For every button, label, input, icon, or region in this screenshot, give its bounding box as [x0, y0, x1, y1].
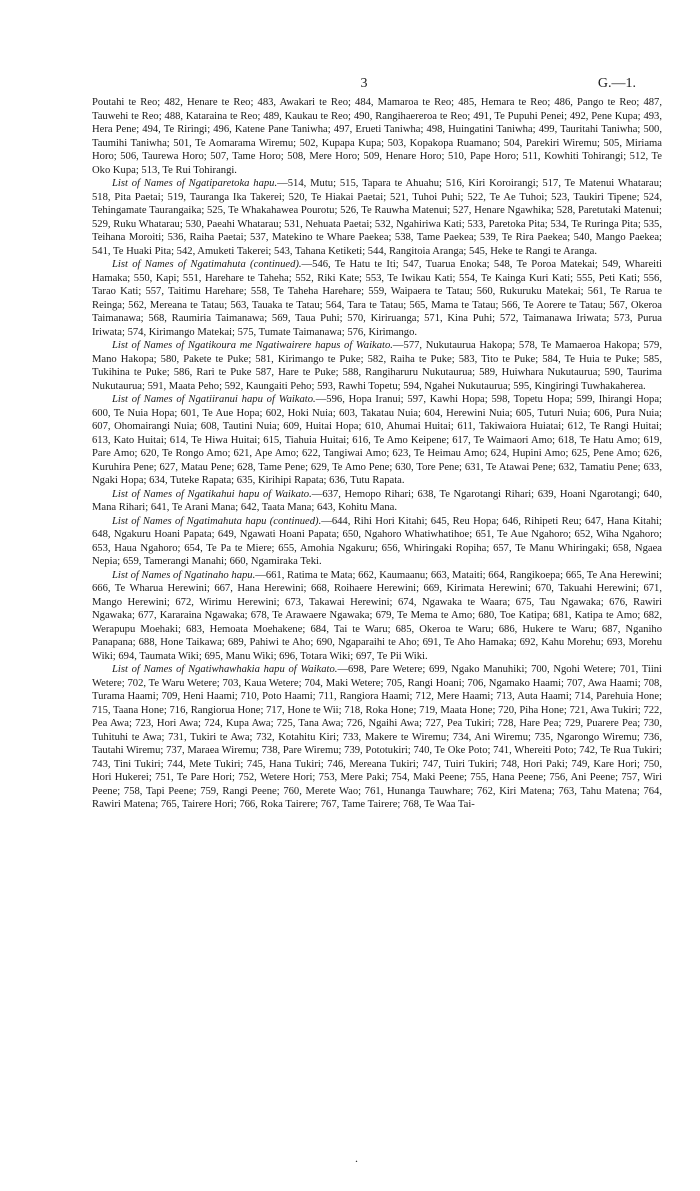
list-heading: List of Names of Ngatikoura me Ngatiwairere hapus of Waikato. — [112, 340, 393, 351]
list-entries: —637, Hemopo Rihari; 638, Te Ngarotangi Rihari; 639, Hoani Ngarotangi; 640, Mana Rihari; 641, Te Arani Mana; 642, Taata Mana; 643, Kohitu Mana. — [92, 488, 663, 513]
list-entries: —514, Mutu; 515, Tapara te Ahuahu; 516, Kiri Koroirangi; 517, Te Matenui Whatarau; 518, Pita Paetai; 519, Tauranga Ika Takerei; 520, Te Hiakai Paetai; 521, Tuhoi Puhi; 522, Te Ae Tuhoi; 523, Taukiri Tipene; 524, Tehingamate Taurangaika; 525, Te Whakahawea Pourotu; 526, Te Rauwha Matenui; 527, Henare Ngawhika; 528, Paretutaki Matenui; 529, Ruku Whatarau; 530, Paeahi Whatarau; 531, Nehuata Paetai; 532, Ngahiriwa Kati; 533, Paretoka Pita; 534, Te Ruringa Pita; 535, Teihana Moroiti; 536, Raiha Paetai; 537, Matekino te Whare Paekea; 538, Tame Paekea; 539, Te Rira Paekea; 540, Mango Paekea; 541, Te Huaki Pita; 542, Amuketi Takerei; 543, Tahana Ketiketi; 544, Rangitoia Aranga; 545, Heke te Rangi te Aranga. — [92, 178, 663, 257]
list-entries: —577, Nukutaurua Hakopa; 578, Te Mamaeroa Hakopa; 579, Mano Hakopa; 580, Pakete te Puke; 581, Kirimango te Puke; 582, Raiha te Puke; 583, Tito te Puke; 584, Te Huia te Puke; 585, Tukihina te Puke; 586, Rari te Puke 587, Hare te Puke; 588, Rangiharuru Nukutaurua; 589, Huiwhara Nukutaurua; 590, Taurima Nukutaurua; 591, Maata Peho; 592, Kaungaiti Peho; 593, Rawhi Topetu; 594, Ngahei Nukutaurua; 595, Kingiringi Tuwhakaherea. — [92, 340, 662, 392]
name-list-paragraph — [92, 339, 662, 393]
document-reference: G.—1. — [597, 76, 636, 91]
name-list-paragraph — [92, 393, 662, 488]
page-header — [92, 76, 636, 94]
list-entries: —596, Hopa Iranui; 597, Kawhi Hopa; 598, Topetu Hopa; 599, Ihirangi Hopa; 600, Te Nuia Hopa; 601, Te Aue Hopa; 602, Hoki Nuia; 603, Takatau Nuia; 604, Herewini Nuia; 605, Tuturi Nuia; 606, Pura Nuia; 607, Ohomairangi Nuia; 608, Tautini Nuia; 609, Huitai Hopa; 610, Ahumai Huitai; 611, Takiwaiora Huiatai; 612, Te Rangi Huitai; 613, Kato Huitai; 614, Te Hiwa Huitai; 615, Tiahuia Huitai; 616, Te Amo Keipene; 617, Te Waimaori Amo; 618, Te Hatu Amo; 619, Pare Amo; 620, Te Rongo Amo; 621, Ape Amo; 622, Tangiwai Amo; 623, Te Heimau Amo; 624, Hupini Amo; 625, Pene Amo; 626, Kuruhira Pene; 627, Matau Pene; 628, Tame Pene; 629, Te Amo Pene; 630, Tore Pene; 631, Te Atawai Pene; 632, Tamatiu Pene; 633, Ngaki Hopa; 634, Tuteke Rapata; 635, Kirihipi Rapata; 636, Tutu Rapata. — [92, 394, 662, 486]
document-body — [92, 96, 662, 812]
list-heading: List of Names of Ngatinaho hapu. — [112, 569, 256, 581]
name-list-paragraph — [92, 515, 662, 569]
list-entries: —546, Te Hatu te Iti; 547, Tuarua Enoka; 548, Te Poroa Matekai; 549, Whareiti Hamaka; 550, Kapi; 551, Harehare te Taheha; 552, Riki Kate; 553, Te Iwikau Kati; 554, Te Kainga Kuri Kati; 555, Peti Kati; 556, Tarao Kati; 557, Taitimu Harehare; 558, Te Taheha Harehare; 559, Waipaera te Tatau; 560, Rukuruku Matekai; 561, Te Rarua te Reinga; 562, Mereana te Tatau; 563, Tauaka te Tatau; 564, Tara te Tatau; 565, Mama te Tatau; 566, Te Aorere te Tatau; 567, Okeroa Taimanawa; 568, Raumiria Taimanawa; 569, Taua Puhi; 570, Kiriruanga; 571, Kina Puhi; 572, Taimanawa Iriwata; 573, Purua Iriwata; 574, Kirimango Matekai; 575, Tumate Taimanawa; 576, Kirimango. — [92, 259, 662, 338]
list-heading: List of Names of Ngatiiranui hapu of Waikato. — [112, 394, 316, 405]
name-list-paragraph — [92, 569, 662, 664]
page-number: 3 — [360, 76, 368, 91]
footer-mark: . — [355, 1151, 358, 1165]
list-entries: —644, Rihi Hori Kitahi; 645, Reu Hopa; 646, Rihipeti Reu; 647, Hana Kitahi; 648, Ngakuru Hoani Papata; 649, Ngawati Hoani Papata; 650, Ngahoro Whatiwhatihoe; 651, Te Aue Ngahoro; 652, Wiha Ngahoro; 653, Haua Ngahoro; 654, Te Pa te Miere; 655, Amohia Ngakuru; 656, Whiringaki Ropiha; 657, Te Manu Whiringaki; 658, Ngaea Nepia; 659, Tamerangi Manahi; 660, Ngamiraka Teki. — [92, 515, 662, 567]
list-heading: List of Names of Ngatimahuta (continued). — [112, 259, 302, 270]
list-entries: —661, Ratima te Mata; 662, Kaumaanu; 663, Mataiti; 664, Rangikoepa; 665, Te Ana Herewini; 666, Te Wharua Herewini; 667, Hana Herewini; 668, Roihaere Herewini; 669, Kirimata Herewini; 670, Takuahi Herewini; 671, Mango Herewini; 672, Wirimu Herewini; 673, Takawai Herewini; 674, Ngawaka te Waara; 675, Tau Ngawaka; 676, Rawiri Ngawaka; 677, Kararaina Ngawaka; 678, Te Arawaere Ngawaka; 679, Te Mema te Amo; 680, Toe Katipa; 681, Katipa te Amo; 682, Werapupu Moehaki; 683, Hemoata Moehakene; 684, Tai te Waru; 685, Okeroa te Waru; 686, Hukere te Waru; 687, Nganiho Panapana; 688, Hone Taikawa; 689, Pahiwi te Aho; 690, Ngaparaihi te Aho; 691, Te Aho Hamaka; 692, Kahu Morehu; 693, Morehu Wiki; 694, Taumata Wiki; 695, Manu Wiki; 696, Totara Wiki; 697, Te Pii Wiki. — [92, 569, 663, 662]
name-list-paragraph — [92, 488, 662, 515]
list-heading: List of Names of Ngatiparetoka hapu. — [112, 178, 278, 189]
name-list-paragraph — [92, 177, 662, 258]
list-heading: List of Names of Ngatimahuta hapu (continued). — [112, 515, 322, 527]
name-list-paragraph — [92, 96, 662, 177]
list-entries: Poutahi te Reo; 482, Henare te Reo; 483, Awakari te Reo; 484, Mamaroa te Reo; 485, Hemara te Reo; 486, Pango te Reo; 487, Tauwehi te Reo; 488, Kataraina te Reo; 489, Kaukau te Reo; 490, Rangihaereroa te Reo; 491, Te Pupuhi Penei; 492, Pene Kupa; 493, Hera Pene; 494, Te Riringi; 496, Katene Pane Taniwha; 497, Erueti Taniwha; 498, Huingatini Taniwha; 499, Tauritahi Taniwha; 500, Taumihi Taniwha; 501, Te Aomarama Wiremu; 502, Kupapa Kupa; 503, Kopakopa Ruamano; 504, Parekiri Wiremu; 505, Miriama Horo; 506, Taurewa Horo; 507, Tame Horo; 508, Mere Horo; 509, Henare Horo; 510, Pape Horo; 511, Kowhiti Tohirangi; 512, Te Oko Kupa; 513, Te Rui Tohirangi. — [92, 97, 662, 176]
list-entries: —698, Pare Wetere; 699, Ngako Manuhiki; 700, Ngohi Wetere; 701, Tiini Wetere; 702, Te Waru Wetere; 703, Kaua Wetere; 704, Maki Wetere; 705, Rangi Hoani; 706, Ngamako Haami; 707, Awa Haami; 708, Turama Haami; 709, Heni Haami; 710, Poto Haami; 711, Rangiora Haami; 712, Mere Haami; 713, Auta Haami; 714, Parehuia Hone; 715, Taana Hone; 716, Rangiorua Hone; 717, Hone te Wii; 718, Roka Hone; 719, Maata Hone; 720, Piha Hone; 721, Awa Tukiri; 722, Pea Awa; 723, Hori Awa; 724, Kupa Awa; 725, Tana Awa; 726, Ngaihi Awa; 727, Pea Tukiri; 728, Hare Pea; 729, Puarere Pea; 730, Tuhituhi te Awa; 731, Tukiri te Awa; 732, Kotahitu Kiri; 733, Makere te Wiremu; 734, Ani Wiremu; 735, Ngarongo Wiremu; 736, Tautahi Wiremu; 737, Maraea Wiremu; 738, Pare Wiremu; 739, Pototukiri; 740, Te Oke Poto; 741, Whereiti Poto; 742, Te Rua Tukiri; 743, Tini Tukiri; 744, Mete Tukiri; 745, Hana Tukiri; 746, Mereana Tukiri; 747, Tuiri Tukiri; 748, Hori Paki; 749, Kare Hori; 750, Hori Hukerei; 751, Te Pare Hori; 752, Wetere Hori; 753, Mere Paki; 754, Maki Peene; 755, Hana Peene; 756, Ani Peene; 757, Wiri Peene; 758, Tapi Peene; 759, Rangi Peene; 760, Merete Wao; 761, Hunanga Tauwhare; 762, Kiri Matena; 763, Tahu Matena; 764, Rawiri Matena; 765, Tairere Hori; 766, Roka Tairere; 767, Tame Tairere; 768, Te Waa Tai- — [92, 664, 662, 810]
name-list-paragraph — [92, 258, 662, 339]
list-heading: List of Names of Ngatikahui hapu of Waikato. — [112, 488, 312, 500]
list-heading: List of Names of Ngatiwhawhakia hapu of Waikato. — [112, 664, 338, 675]
name-list-paragraph — [92, 663, 662, 812]
